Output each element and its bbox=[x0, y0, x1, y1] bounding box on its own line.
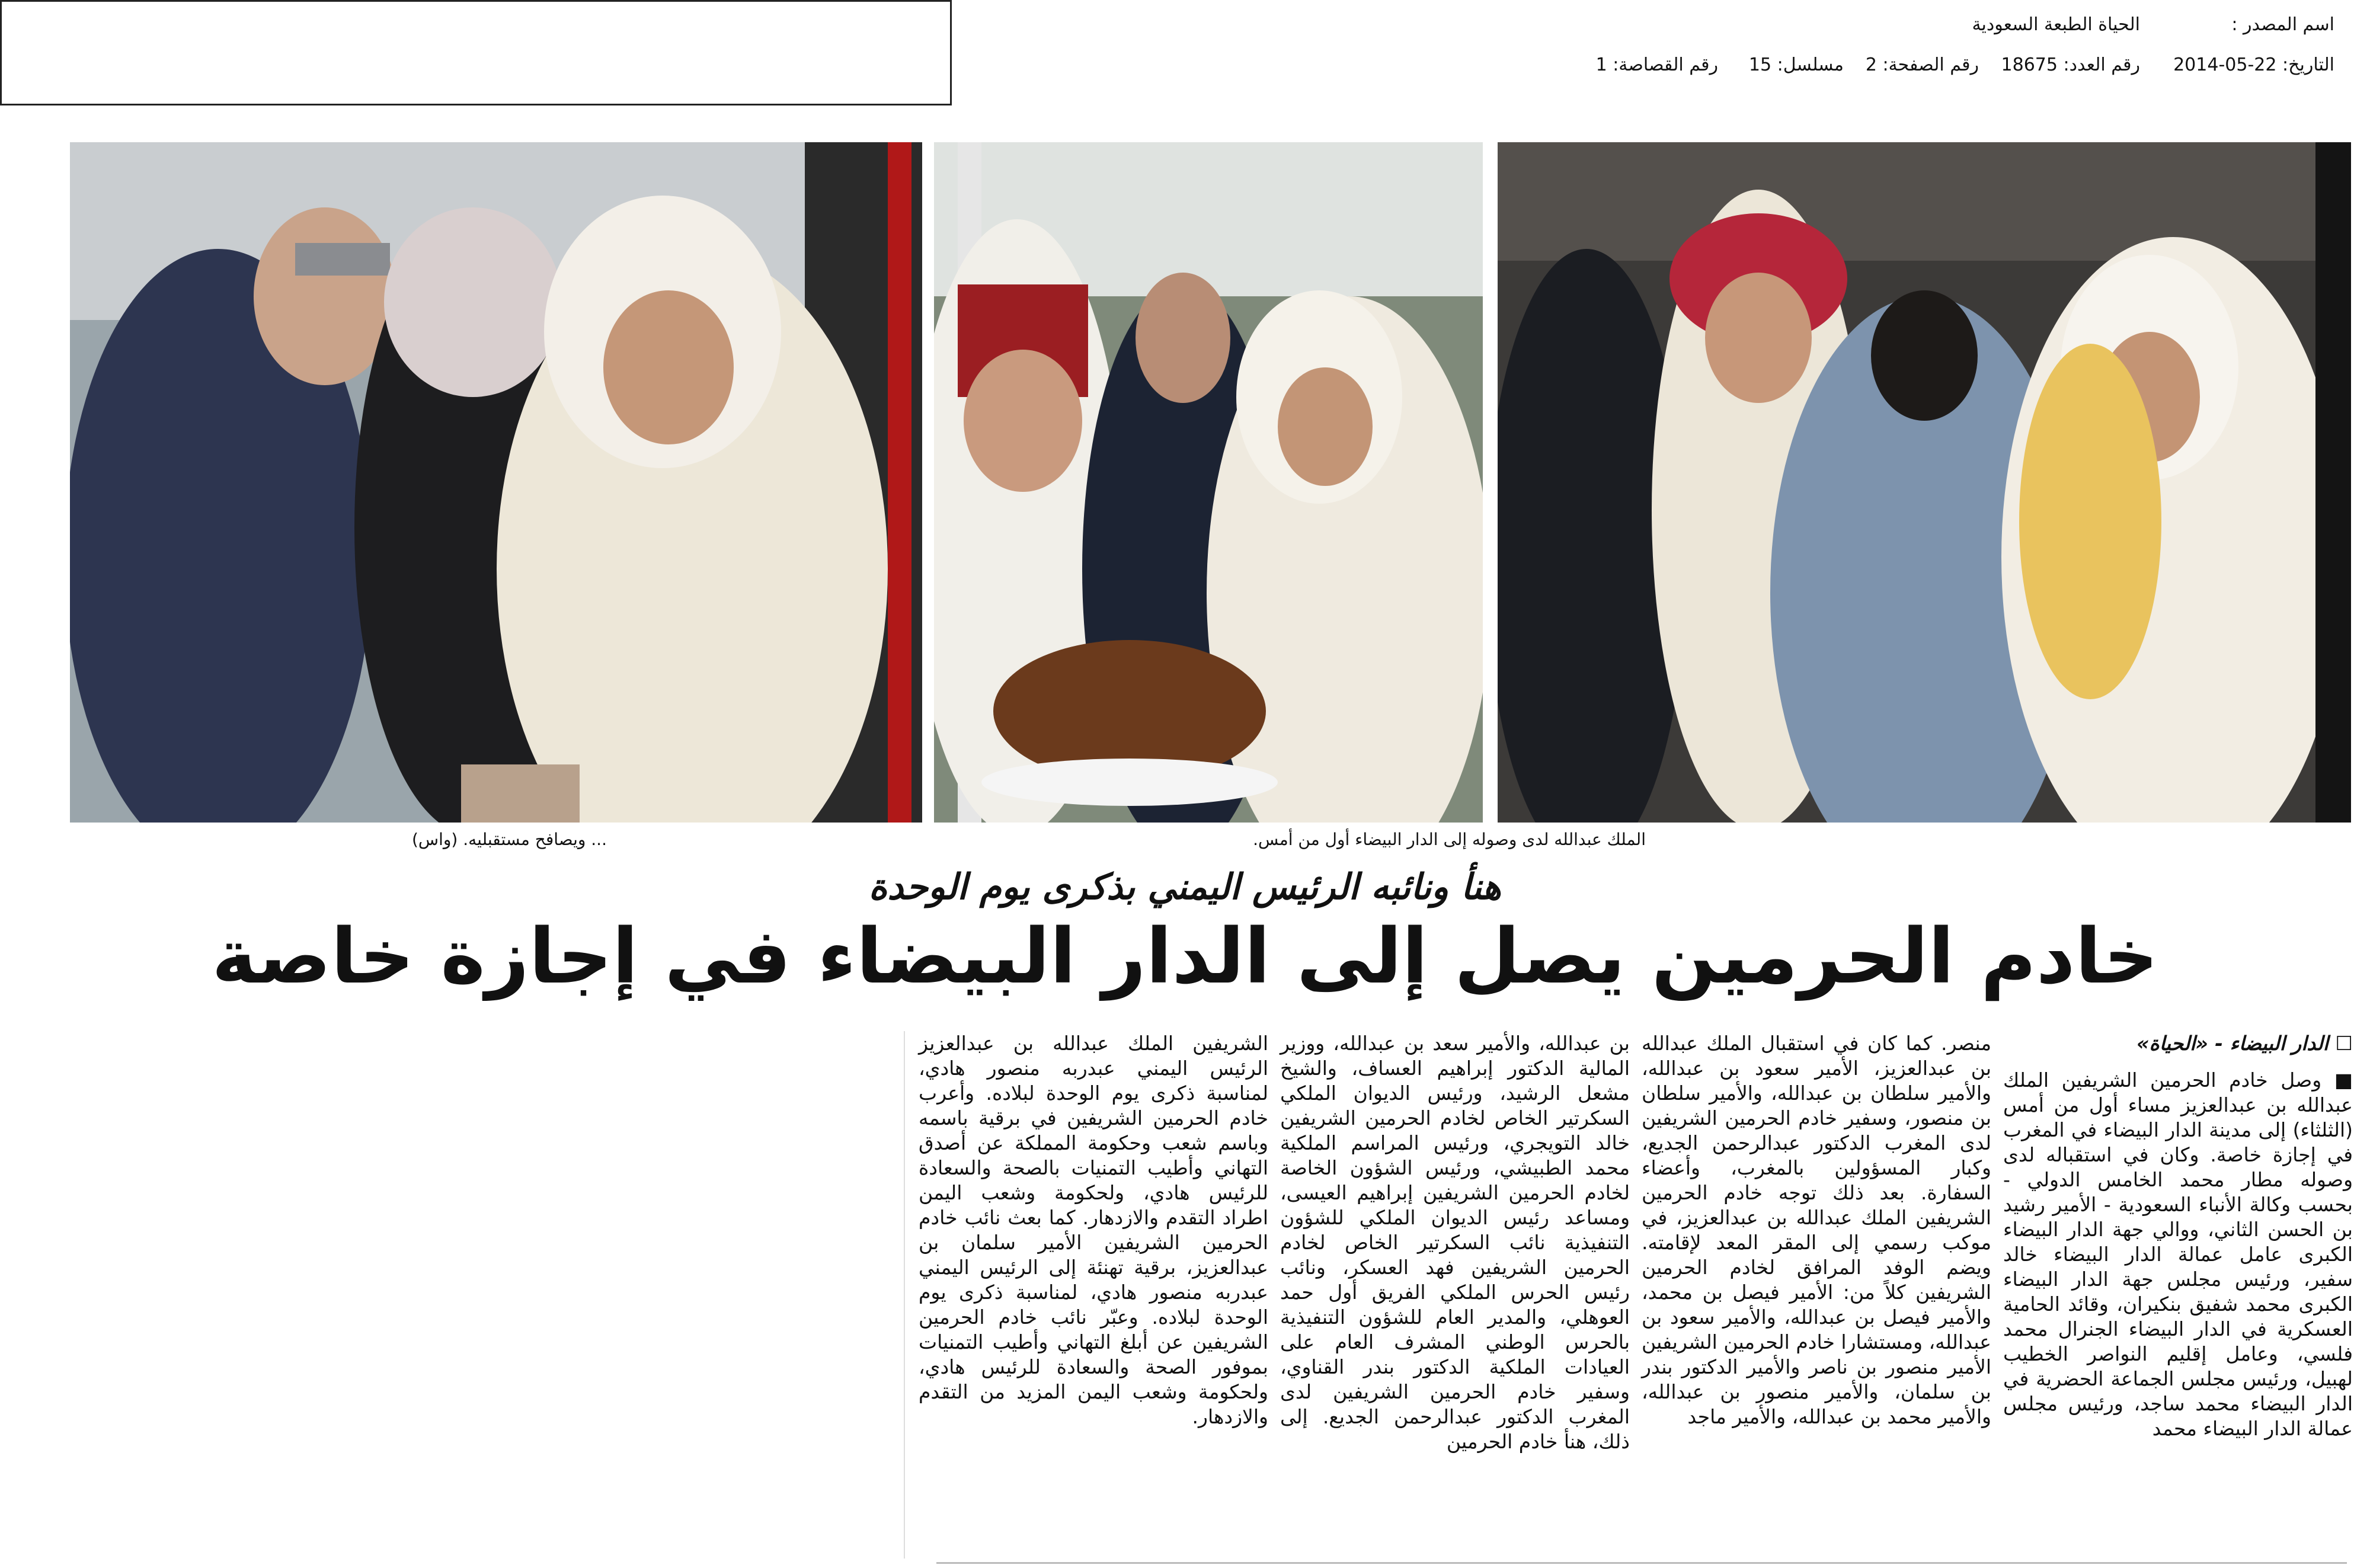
headline: خادم الحرمين يصل إلى الدار البيضاء في إجازة خاصة bbox=[212, 913, 2158, 1001]
article-text-1: ■ وصل خادم الحرمين الشريفين الملك عبدالله بن عبدالعزيز مساء أول من أمس (الثلثاء) إلى مدينة الدار البيضاء في المغرب في إجازة خاصة. وكان في استقباله لدى وصوله مطار محمد الخامس الدولي - بحسب وكالة الأنباء السعودية - الأمير رشيد بن الحسن الثاني، ووالي جهة الدار البيضاء الكبرى عامل عمالة الدار البيضاء خالد سفير، ورئيس مجلس جهة الدار البيضاء الكبرى محمد شفيق بنكيران، وقائد الحامية العسكرية في الدار البيضاء الجنرال محمد فلسي، وعامل إقليم النواصر الخطيب لهبيل، ورئيس مجلس الجماعة الحضرية في الدار البيضاء محمد ساجد، ورئيس مجلس عمالة الدار البيضاء محمد bbox=[2003, 1068, 2353, 1440]
date-field: التاريخ: 22-05-2014 bbox=[2173, 55, 2334, 75]
article-column-2 bbox=[1642, 1031, 1991, 1429]
article-column-1 bbox=[2003, 1031, 2353, 1441]
bottom-rule bbox=[936, 1562, 2347, 1564]
serial-field: مسلسل: 15 bbox=[1748, 55, 1844, 75]
source-info-box bbox=[0, 0, 2334, 105]
source-label: اسم المصدر : bbox=[2231, 14, 2334, 35]
photo-dates-welcome bbox=[934, 142, 1483, 823]
photo-handshake bbox=[70, 142, 922, 823]
page-field: رقم الصفحة: 2 bbox=[1865, 55, 1979, 75]
column-divider bbox=[904, 1031, 905, 1559]
article-column-3 bbox=[1280, 1031, 1630, 1454]
source-value: الحياة الطبعة السعودية bbox=[1972, 14, 2140, 35]
article-byline: ☐ الدار البيضاء - «الحياة» bbox=[2136, 1032, 2353, 1055]
article-text-2: منصر. كما كان في استقبال الملك عبدالله بن عبدالعزيز، الأمير سعود بن عبدالله، والأمير سلطان بن عبدالله، والأمير سلطان بن منصور، وسفير خادم الحرمين الشريفين لدى المغرب الدكتور عبدالرحمن الجديع، وكبار المسؤولين بالمغرب، وأعضاء السفارة. بعد ذلك توجه خادم الحرمين الشريفين الملك عبدالله بن عبدالعزيز، في موكب رسمي إلى المقر المعد لإقامته. ويضم الوفد المرافق لخادم الحرمين الشريفين كلاً من: الأمير فيصل بن محمد، والأمير فيصل بن عبدالله، والأمير سعود بن عبدالله، ومستشارا خادم الحرمين الشريفين الأمير منصور بن ناصر والأمير الدكتور بندر بن سلمان، والأمير منصور بن عبدالله، والأمير محمد بن عبدالله، والأمير ماجد bbox=[1642, 1032, 1991, 1428]
caption-arrival: الملك عبدالله لدى وصوله إلى الدار البيضاء أول من أمس. bbox=[1253, 830, 1646, 849]
article-text-4: الشريفين الملك عبدالله بن عبدالعزيز الرئيس اليمني عبدربه منصور هادي، لمناسبة ذكرى يوم الوحدة لبلاده. وأعرب خادم الحرمين الشريفين في برقية باسمه وباسم شعب وحكومة المملكة عن أصدق التهاني وأطيب التمنيات بالصحة والسعادة للرئيس هادي، ولحكومة وشعب اليمن اطراد التقدم والازدهار. كما بعث نائب خادم الحرمين الشريفين الأمير سلمان بن عبدالعزيز، برقية تهنئة إلى الرئيس اليمني عبدربه منصور هادي، لمناسبة ذكرى يوم الوحدة لبلاده. وعبّر نائب خادم الحرمين الشريفين عن أبلغ التهاني وأطيب التمنيات بموفور الصحة والسعادة للرئيس هادي، ولحكومة وشعب اليمن المزيد من التقدم والازدهار. bbox=[919, 1032, 1268, 1428]
issue-field: رقم العدد: 18675 bbox=[2001, 55, 2140, 75]
caption-handshake: ... ويصافح مستقبليه. (واس) bbox=[412, 830, 607, 849]
article-text-3: بن عبدالله، والأمير سعد بن عبدالله، ووزير المالية الدكتور إبراهيم العساف، والشيخ مشعل الرشيد، ورئيس الديوان الملكي السكرتير الخاص لخادم الحرمين الشريفين خالد التويجري، ورئيس المراسم الملكية محمد الطبيشي، ورئيس الشؤون الخاصة لخادم الحرمين الشريفين إبراهيم العيسى، ومساعد رئيس الديوان الملكي للشؤون التنفيذية نائب السكرتير الخاص لخادم الحرمين الشريفين فهد العسكر، ونائب رئيس الحرس الملكي الفريق أول حمد العوهلي، والمدير العام للشؤون التنفيذية بالحرس الوطني المشرف العام على العيادات الملكية الدكتور بندر القناوي، وسفير خادم الحرمين الشريفين لدى المغرب الدكتور عبدالرحمن الجديع. إلى ذلك، هنأ خادم الحرمين bbox=[1280, 1032, 1630, 1453]
subheadline: هنأ ونائبه الرئيس اليمني بذكرى يوم الوحدة bbox=[868, 866, 1502, 908]
photo-arrival bbox=[1498, 142, 2351, 823]
clip-field: رقم القصاصة: 1 bbox=[1595, 55, 1718, 75]
article-column-4 bbox=[919, 1031, 1268, 1429]
